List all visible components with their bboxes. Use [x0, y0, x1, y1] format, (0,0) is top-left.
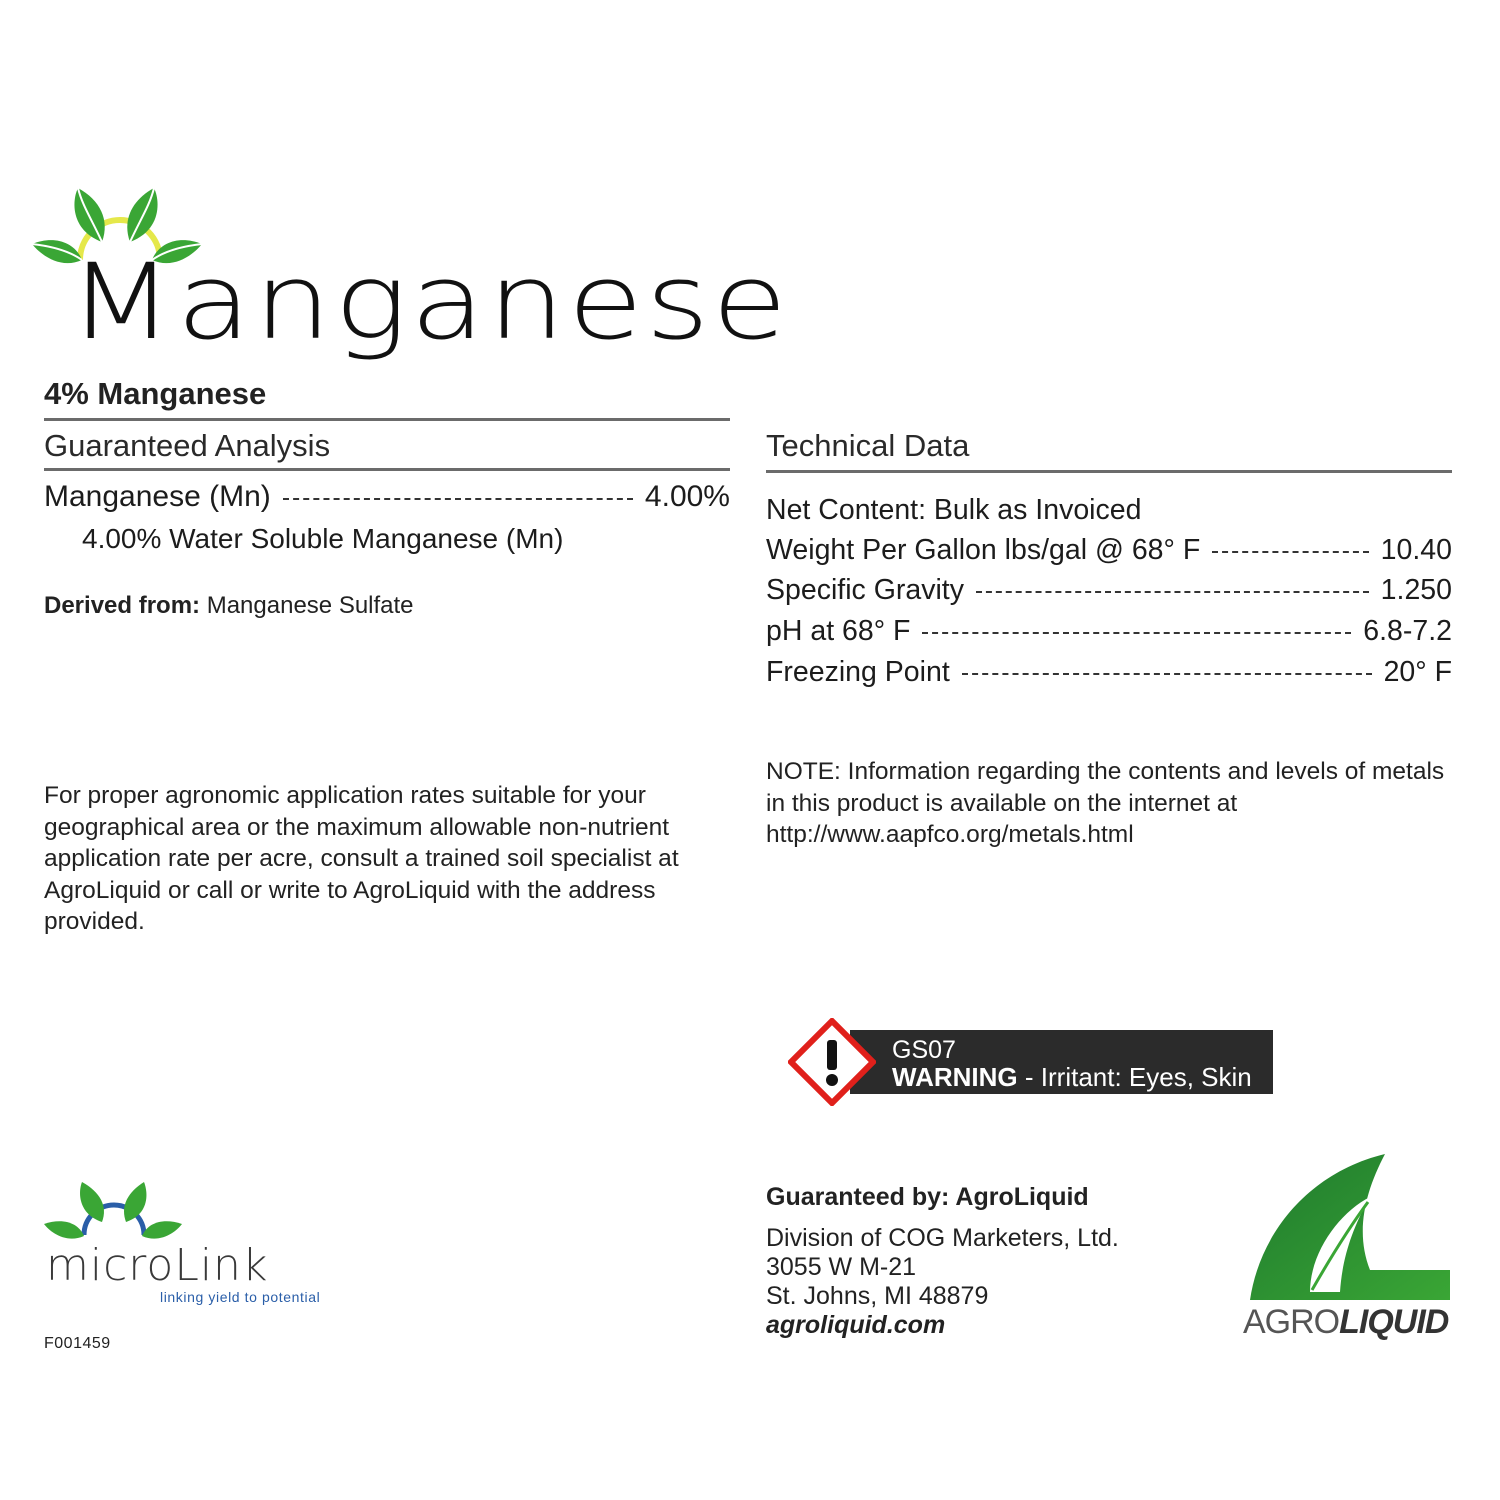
- application-note: For proper agronomic application rates suitable for your geographical area or the maximum allowable non-nutrient application rate per acre, consult a trained soil specialist at AgroLiquid or call or write to AgroLiquid with the address provided.: [44, 782, 679, 935]
- guarantor-website: agroliquid.com: [766, 1311, 946, 1339]
- form-code: F001459: [44, 1335, 111, 1352]
- leader-dots: [962, 673, 1372, 675]
- product-subtitle: 4% Manganese: [44, 376, 267, 411]
- analysis-sub-line: 4.00% Water Soluble Manganese (Mn): [82, 523, 564, 554]
- tech-value: 20° F: [1383, 656, 1452, 688]
- leader-dots: [283, 498, 633, 500]
- analysis-label: Manganese (Mn): [44, 480, 271, 513]
- tech-label: Freezing Point: [766, 656, 950, 688]
- leader-dots: [976, 591, 1369, 593]
- exclamation-hazard-icon: [788, 1018, 876, 1106]
- derived-from-value: Manganese Sulfate: [206, 592, 414, 619]
- warning-code: GS07: [892, 1036, 956, 1064]
- technical-data-heading: Technical Data: [766, 428, 970, 463]
- agroliquid-wordmark-right: LIQUID: [1339, 1303, 1449, 1341]
- warning-text: [892, 1062, 1252, 1093]
- guaranteed-analysis-heading: Guaranteed Analysis: [44, 428, 331, 463]
- tech-row-ph: [766, 615, 1452, 648]
- warning-description: - Irritant: Eyes, Skin: [1017, 1062, 1252, 1092]
- agroliquid-leaf-logo: [1250, 1152, 1455, 1302]
- derived-from-label: Derived from:: [44, 592, 201, 619]
- tech-label: pH at 68° F: [766, 615, 911, 647]
- microlink-wordmark: microLink: [46, 1240, 269, 1291]
- tech-row-freezing-point: [766, 656, 1452, 689]
- guarantor-line1: Division of COG Marketers, Ltd.: [766, 1224, 1119, 1252]
- guarantor-label: Guaranteed by: AgroLiquid: [766, 1183, 1089, 1211]
- guarantor-line2: 3055 W M-21: [766, 1253, 917, 1281]
- tech-value: 6.8-7.2: [1363, 615, 1452, 647]
- tech-value: 10.40: [1380, 534, 1452, 566]
- microlink-tagline: linking yield to potential: [160, 1289, 321, 1305]
- tech-row-specific-gravity: [766, 574, 1452, 607]
- tech-row-weight: [766, 534, 1452, 567]
- agroliquid-wordmark-left: AGRO: [1243, 1303, 1340, 1341]
- warning-signal-word: WARNING: [892, 1062, 1018, 1092]
- agroliquid-wordmark: [1243, 1303, 1448, 1342]
- divider: [44, 418, 730, 421]
- metals-note: NOTE: Information regarding the contents and levels of metals in this product is available on the internet at http://www.aapfco.org/metals.html: [766, 758, 1445, 848]
- divider: [44, 468, 730, 471]
- leader-dots: [1212, 551, 1368, 553]
- tech-label: Specific Gravity: [766, 574, 964, 606]
- analysis-row-manganese: [44, 480, 730, 514]
- guarantor-line3: St. Johns, MI 48879: [766, 1282, 989, 1310]
- derived-from: [44, 592, 414, 620]
- tech-label: Weight Per Gallon lbs/gal @ 68° F: [766, 534, 1201, 566]
- divider: [766, 470, 1452, 473]
- net-content: Net Content: Bulk as Invoiced: [766, 494, 1142, 526]
- analysis-value: 4.00%: [644, 480, 730, 513]
- product-title: Manganese: [68, 241, 790, 363]
- leader-dots: [922, 632, 1351, 634]
- guarantor-block: [766, 1183, 1119, 1340]
- tech-value: 1.250: [1380, 574, 1452, 606]
